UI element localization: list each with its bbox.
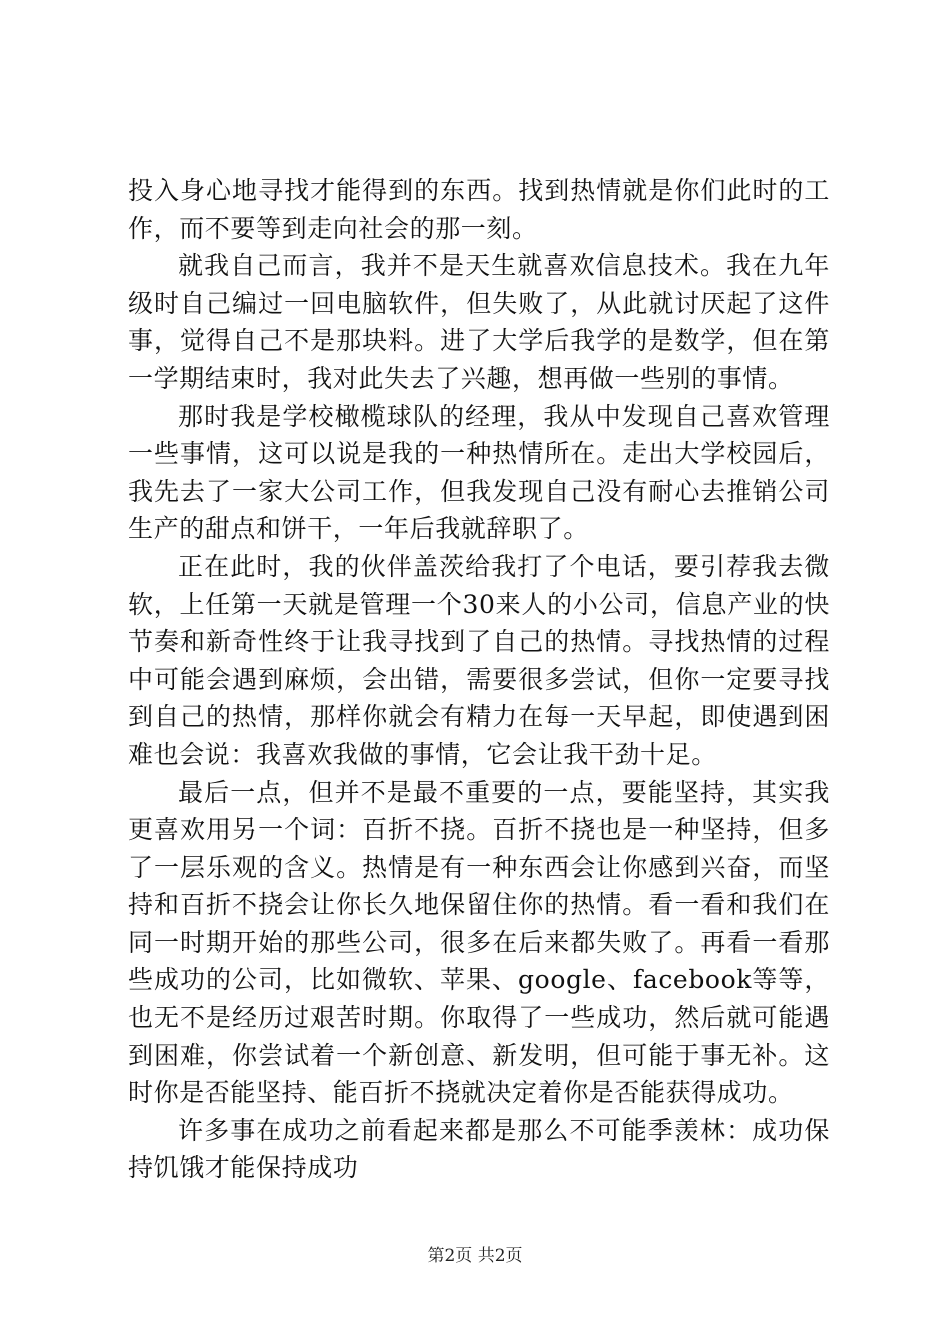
paragraph-3: 那时我是学校橄榄球队的经理，我从中发现自己喜欢管理一些事情，这可以说是我的一种热情所在。走出大学校园后，我先去了一家大公司工作，但我发现自己没有耐心去推销公司生产的甜点和饼干，一年后我就辞职了。 <box>128 401 830 544</box>
paragraph-4: 正在此时，我的伙伴盖茨给我打了个电话，要引荐我去微软，上任第一天就是管理一个30来人的小公司，信息产业的快节奏和新奇性终于让我寻找到了自己的热情。寻找热情的过程中可能会遇到麻烦，会出错，需要很多尝试，但你一定要寻找到自己的热情，那样你就会有精力在每一天早起，即使遇到困难也会说：我喜欢我做的事情，它会让我干劲十足。 <box>128 551 830 769</box>
paragraph-5: 最后一点，但并不是最不重要的一点，要能坚持，其实我更喜欢用另一个词：百折不挠。百折不挠也是一种坚持，但多了一层乐观的含义。热情是有一种东西会让你感到兴奋，而坚持和百折不挠会让你长久地保留住你的热情。看一看和我们在同一时期开始的那些公司，很多在后来都失败了。再看一看那些成功的公司，比如微软、苹果、google、facebook等等，也无不是经历过艰苦时期。你取得了一些成功，然后就可能遇到困难，你尝试着一个新创意、新发明，但可能于事无补。这时你是否能坚持、能百折不挠就决定着你是否能获得成功。 <box>128 777 830 1108</box>
body-text <box>128 172 830 1187</box>
paragraph-1: 投入身心地寻找才能得到的东西。找到热情就是你们此时的工作，而不要等到走向社会的那一刻。 <box>128 176 830 243</box>
paragraph-2: 就我自己而言，我并不是天生就喜欢信息技术。我在九年级时自己编过一回电脑软件，但失败了，从此就讨厌起了这件事，觉得自己不是那块料。进了大学后我学的是数学，但在第一学期结束时，我对此失去了兴趣，想再做一些别的事情。 <box>128 251 830 393</box>
paragraph-6: 许多事在成功之前看起来都是那么不可能季羡林：成功保持饥饿才能保持成功 <box>128 1115 830 1183</box>
page-footer: 第2页 共2页 <box>427 1246 523 1266</box>
